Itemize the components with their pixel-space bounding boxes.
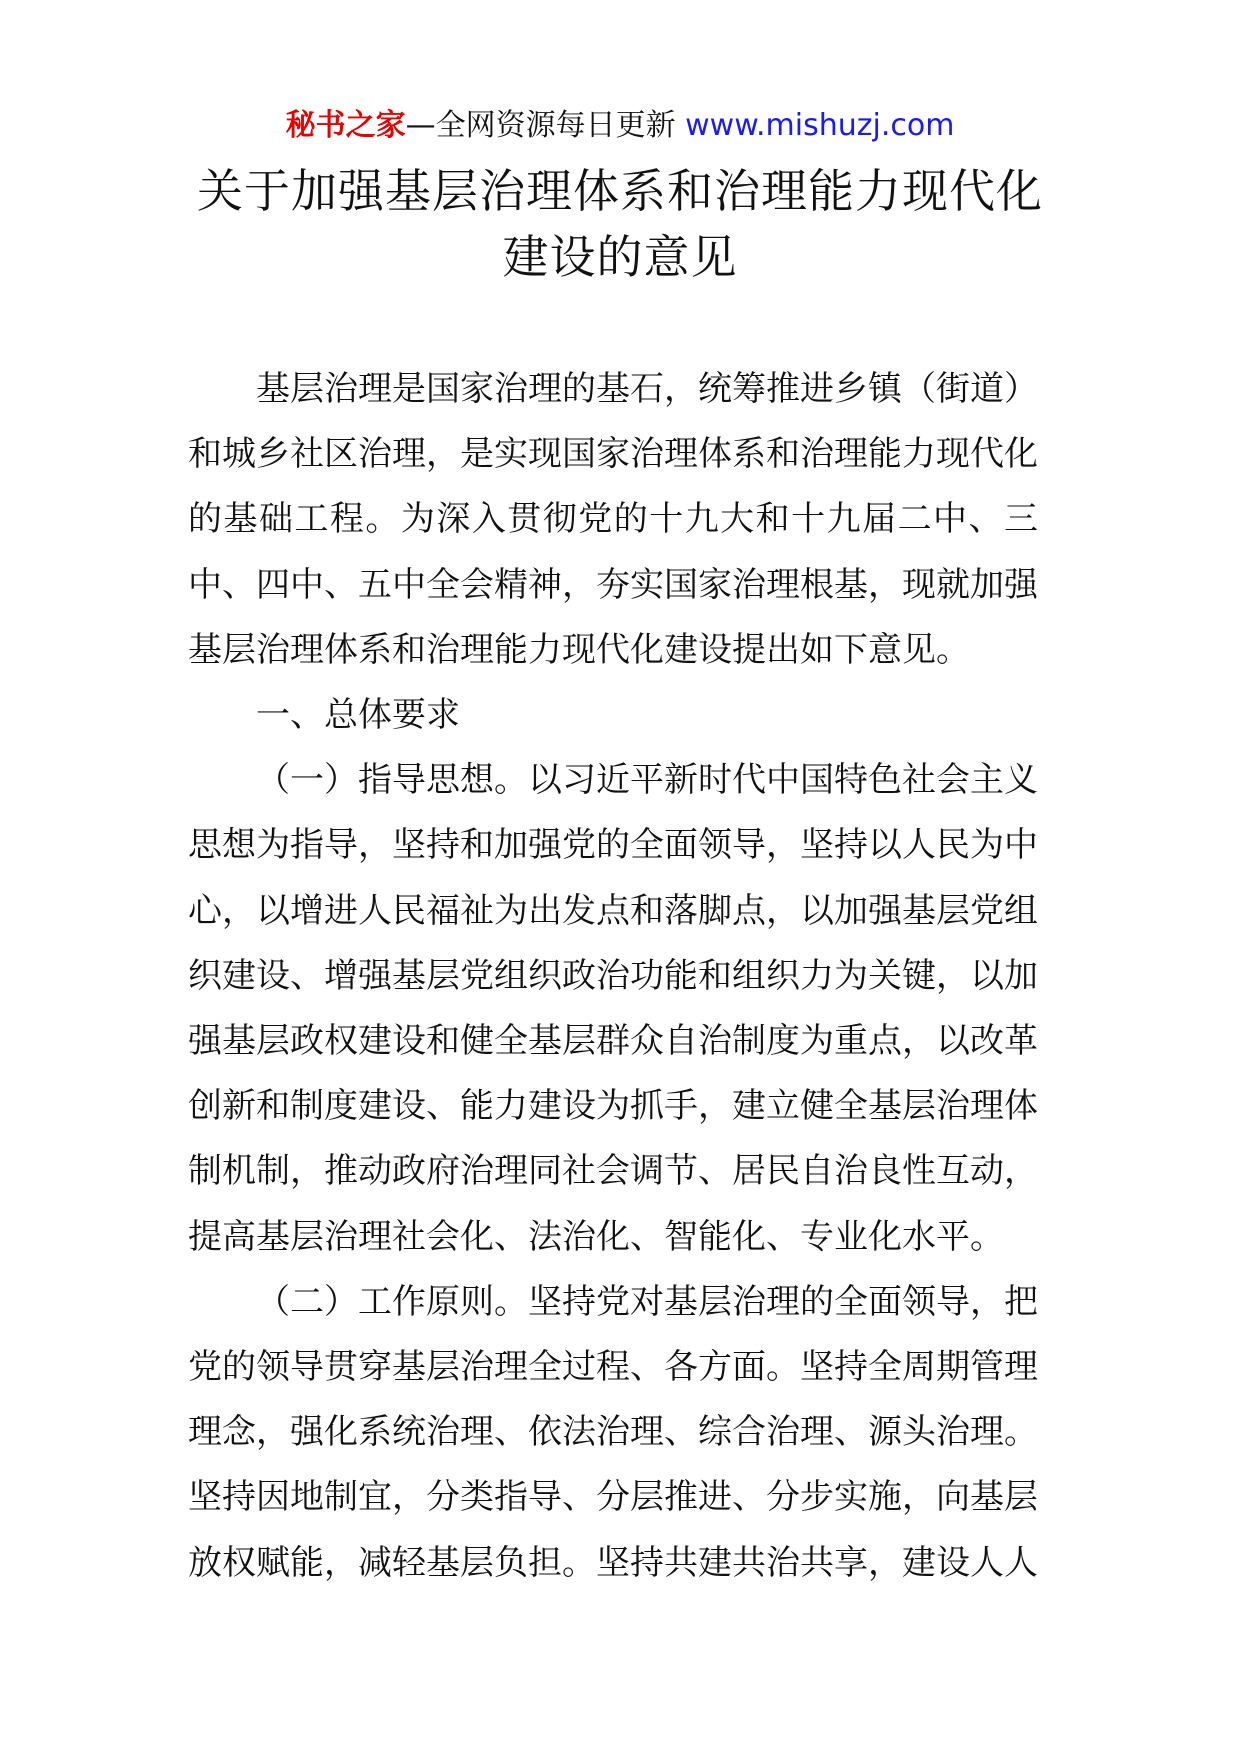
- title-line-2: 建设的意见: [502, 230, 738, 284]
- paragraph-working-principles: （二）工作原则。坚持党对基层治理的全面领导，把党的领导贯穿基层治理全过程、各方面。坚持全周期管理理念，强化系统治理、依法治理、综合治理、源头治理。坚持因地制宜，分类指导、分层推进、分步实施，向基层放权赋能，减轻基层负担。坚持共建共治共享，建设人人: [188, 1281, 1038, 1583]
- section-heading-1: 一、总体要求: [256, 695, 460, 736]
- document-body: [188, 357, 1038, 1596]
- paragraph-guiding-ideology: （一）指导思想。以习近平新时代中国特色社会主义思想为指导，坚持和加强党的全面领导，坚持以人民为中心，以增进人民福祉为出发点和落脚点，以加强基层党组织建设、增强基层党组织政治功能和组织力为关键，以加强基层政权建设和健全基层群众自治制度为重点，以改革创新和制度建设、能力建设为抓手，建立健全基层治理体制机制，推动政府治理同社会调节、居民自治良性互动，提高基层治理社会化、法治化、智能化、专业化水平。: [188, 760, 1038, 1257]
- site-url-link[interactable]: www.mishuzj.com: [685, 108, 955, 143]
- site-slogan: —全网资源每日更新: [405, 108, 686, 143]
- paragraph-intro: 基层治理是国家治理的基石，统筹推进乡镇（街道）和城乡社区治理，是实现国家治理体系和治理能力现代化的基础工程。为深入贯彻党的十九大和十九届二中、三中、四中、五中全会精神，夯实国家治理根基，现就加强基层治理体系和治理能力现代化建设提出如下意见。: [188, 369, 1038, 670]
- site-header: [0, 104, 1240, 148]
- title-line-1: 关于加强基层治理体系和治理能力现代化: [197, 164, 1043, 218]
- document-title: [120, 158, 1120, 290]
- site-brand: 秘书之家: [285, 108, 406, 143]
